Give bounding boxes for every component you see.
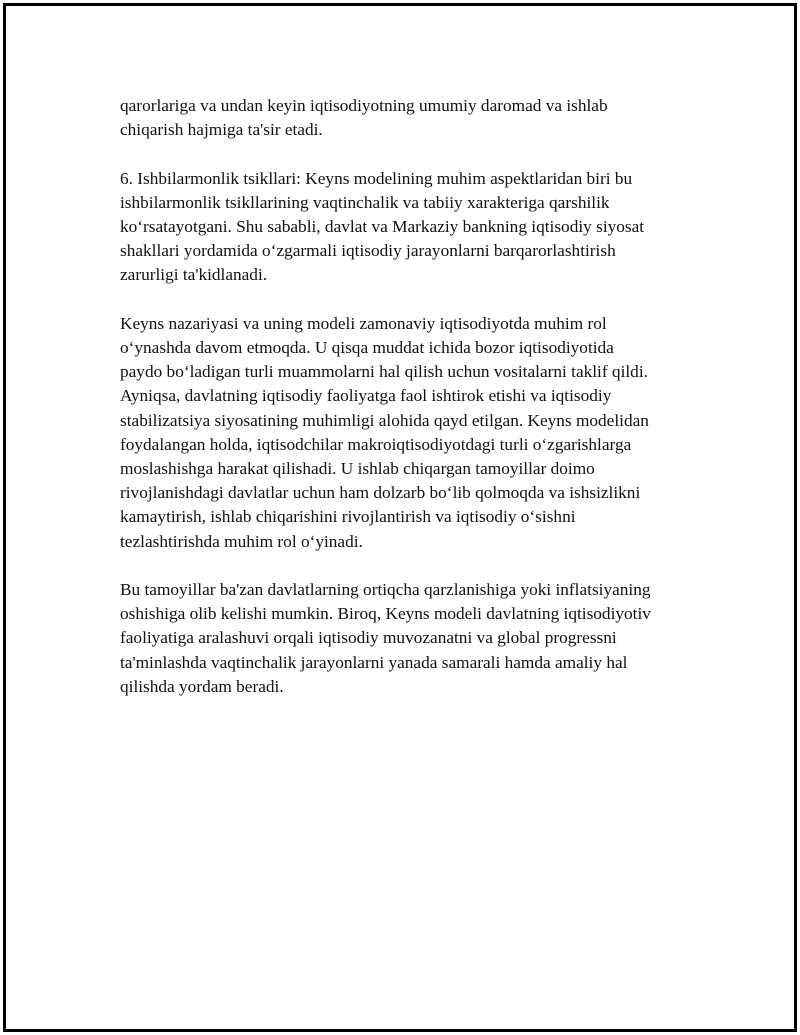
paragraph-principles	[120, 578, 700, 699]
text-line: chiqarish hajmiga ta'sir etadi.	[120, 120, 323, 140]
paragraph-business-cycles	[120, 167, 700, 288]
document-page	[3, 3, 797, 1032]
text-line: 6. Ishbilarmonlik tsikllari: Keyns modelining muhim aspektlaridan biri bu	[120, 168, 633, 188]
text-line: faoliyatiga aralashuvi orqali iqtisodiy muvozanatni va global progressni	[120, 628, 617, 648]
text-line: paydo boʻladigan turli muammolarni hal qilish uchun vositalarni taklif qildi.	[120, 362, 648, 382]
paragraph-keynes-theory	[120, 312, 700, 554]
text-line: tezlashtirishda muhim rol oʻyinadi.	[120, 531, 363, 551]
text-line: ishbilarmonlik tsikllarining vaqtinchalik va tabiiy xarakteriga qarshilik	[120, 192, 610, 212]
text-line: Ayniqsa, davlatning iqtisodiy faoliyatga faol ishtirok etishi va iqtisodiy	[120, 386, 612, 406]
text-line: koʻrsatayotgani. Shu sababli, davlat va Markaziy bankning iqtisodiy siyosat	[120, 217, 645, 236]
text-line: foydalangan holda, iqtisodchilar makroiqtisodiyotdagi turli oʻzgarishlarga	[120, 434, 632, 454]
document-body	[120, 94, 700, 723]
text-line: Keyns nazariyasi va uning modeli zamonaviy iqtisodiyotda muhim rol	[120, 313, 607, 333]
text-line: stabilizatsiya siyosatining muhimligi alohida qayd etilgan. Keyns modelidan	[120, 410, 649, 430]
text-line: moslashishga harakat qilishadi. U ishlab chiqargan tamoyillar doimo	[120, 459, 595, 479]
text-line: Bu tamoyillar ba'zan davlatlarning ortiqcha qarzlanishiga yoki inflatsiyaning	[120, 580, 651, 600]
text-line: kamaytirish, ishlab chiqarishini rivojlantirish va iqtisodiy oʻsishni	[120, 507, 576, 527]
text-line: shakllari yordamida oʻzgarmali iqtisodiy jarayonlarni barqarorlashtirish	[120, 241, 616, 261]
text-line: ta'minlashda vaqtinchalik jarayonlarni yanada samarali hamda amaliy hal	[120, 652, 628, 672]
text-line: zarurligi ta'kidlanadi.	[120, 265, 268, 285]
paragraph-continuation	[120, 94, 700, 142]
text-line: oshishiga olib kelishi mumkin. Biroq, Keyns modeli davlatning iqtisodiyotiv	[120, 604, 651, 624]
text-line: qilishda yordam beradi.	[120, 676, 284, 696]
text-line: rivojlanishdagi davlatlar uchun ham dolzarb boʻlib qolmoqda va ishsizlikni	[120, 483, 641, 503]
text-line: qarorlariga va undan keyin iqtisodiyotning umumiy daromad va ishlab	[120, 96, 608, 115]
text-line: oʻynashda davom etmoqda. U qisqa muddat ichida bozor iqtisodiyotida	[120, 338, 614, 357]
